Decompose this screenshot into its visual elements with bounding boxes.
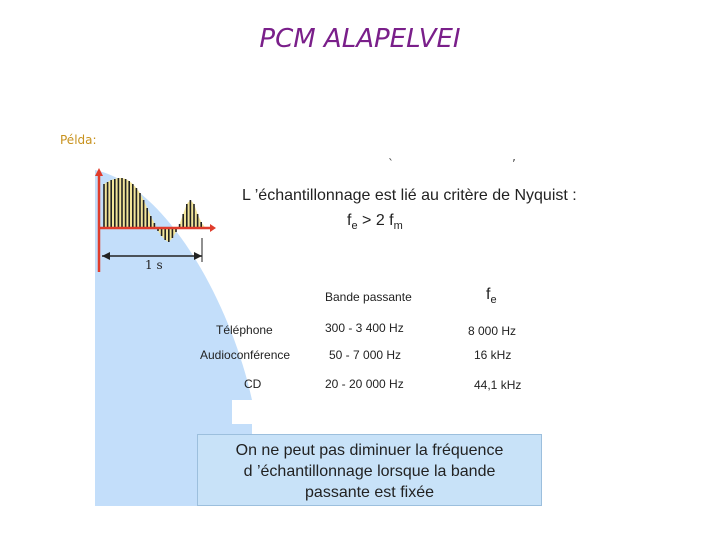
- row-fe-audioconference: 16 kHz: [474, 348, 512, 362]
- row-fe-cd: 44,1 kHz: [474, 378, 522, 392]
- slide-title: PCM ALAPELVEI: [259, 24, 461, 54]
- note-line-2: d ’échantillonnage lorsque la bande: [243, 463, 496, 480]
- formula-fe: f: [347, 212, 352, 229]
- header-bandwidth: Bande passante: [325, 290, 412, 304]
- quote-mark-left: `: [388, 157, 394, 171]
- quote-mark-right: ’: [512, 157, 516, 171]
- row-bandwidth-audioconference: 50 - 7 000 Hz: [329, 348, 402, 362]
- note-line-1: On ne peut pas diminuer la fréquence: [235, 442, 504, 459]
- formula-fm: f: [389, 212, 394, 229]
- row-fe-telephone: 8 000 Hz: [468, 324, 517, 338]
- scale-arrow-right: [194, 252, 202, 260]
- nyquist-criterion-text: L ’échantillonnage est lié au critère de Nyquist :: [242, 187, 577, 204]
- time-axis-arrow: [210, 224, 216, 232]
- formula-fe-sub: e: [351, 220, 358, 233]
- header-fe-sub: e: [490, 294, 497, 307]
- row-label-cd: CD: [244, 377, 262, 391]
- header-fe-letter: f: [486, 286, 491, 303]
- background-cut: [232, 400, 252, 424]
- header-fe: [486, 286, 497, 306]
- example-label: Példa:: [60, 133, 97, 147]
- formula-operator: > 2: [357, 212, 390, 229]
- nyquist-formula: [347, 212, 403, 232]
- note-box: [197, 434, 542, 506]
- row-bandwidth-telephone: 300 - 3 400 Hz: [325, 321, 404, 335]
- row-label-audioconference: Audioconférence: [200, 348, 291, 362]
- note-line-3: passante est fixée: [305, 484, 434, 501]
- time-scale-label: 1 s: [145, 258, 163, 272]
- row-label-telephone: Téléphone: [216, 323, 273, 337]
- formula-fm-sub: m: [393, 220, 403, 233]
- row-bandwidth-cd: 20 - 20 000 Hz: [325, 377, 404, 391]
